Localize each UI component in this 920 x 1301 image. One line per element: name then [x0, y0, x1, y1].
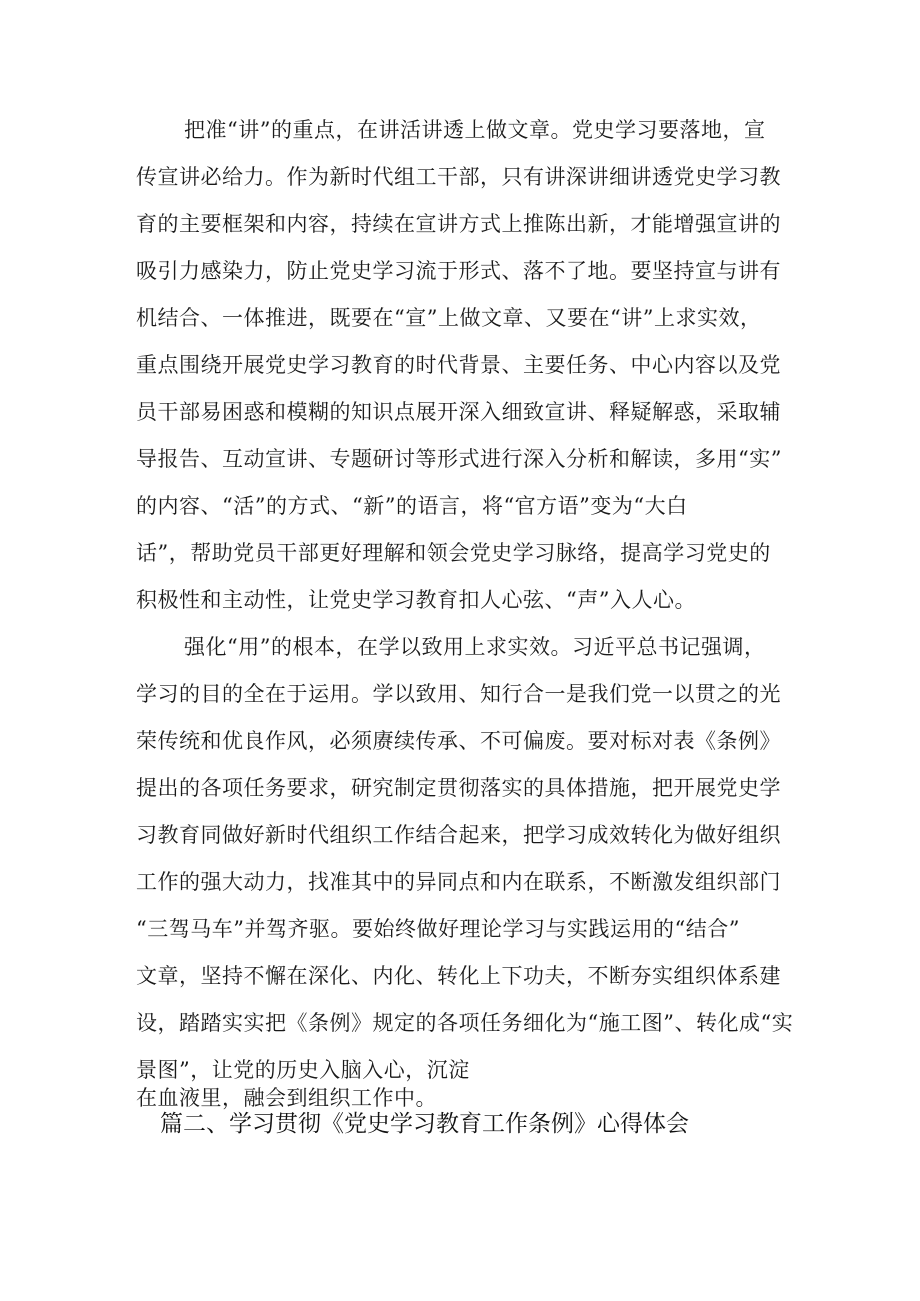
- paragraph-line: 导报告、互动宣讲、专题研讨等形式进行深入分析和解读，多用“实”: [136, 447, 782, 471]
- paragraph-line: 员干部易困惑和模糊的知识点展开深入细致宣讲、释疑解惑，采取辅: [136, 400, 781, 424]
- paragraph-line: 在血液里，融会到组织工作中。: [136, 1086, 437, 1110]
- section-heading: 篇二、学习贯彻《党史学习教育工作条例》心得体会: [160, 1111, 689, 1137]
- paragraph-line: 强化“用”的根本，在学以致用上求实效。习近平总书记强调，: [184, 635, 766, 659]
- paragraph-line: 荣传统和优良作风，必须赓续传承、不可偏废。要对标对表《条例》: [136, 729, 781, 753]
- paragraph-line: 传宣讲必给力。作为新时代组工干部，只有讲深讲细讲透党史学习教: [136, 165, 781, 189]
- paragraph-line: 学习的目的全在于运用。学以致用、知行合一是我们党一以贯之的光: [136, 682, 781, 706]
- paragraph-line: 设，踏踏实实把《条例》规定的各项任务细化为“施工图”、转化成“实: [136, 1011, 794, 1035]
- paragraph-line: 育的主要框架和内容，持续在宣讲方式上推陈出新，才能增强宣讲的: [136, 212, 781, 236]
- paragraph-line: 工作的强大动力，找准其中的异同点和内在联系，不断激发组织部门: [136, 870, 781, 894]
- paragraph-line: 重点围绕开展党史学习教育的时代背景、主要任务、中心内容以及党: [136, 353, 781, 377]
- paragraph-line: 提出的各项任务要求，研究制定贯彻落实的具体措施，把开展党史学: [136, 776, 781, 800]
- paragraph-line: 习教育同做好新时代组织工作结合起来，把学习成效转化为做好组织: [136, 823, 781, 847]
- paragraph-line: 的内容、“活”的方式、“新”的语言，将“官方语”变为“大白: [136, 494, 688, 518]
- paragraph-line: 话”，帮助党员干部更好理解和领会党史学习脉络，提高学习党史的: [136, 541, 771, 565]
- paragraph-line: 文章，坚持不懈在深化、内化、转化上下功夫，不断夯实组织体系建: [136, 964, 781, 988]
- paragraph-line: 吸引力感染力，防止党史学习流于形式、落不了地。要坚持宣与讲有: [136, 259, 781, 283]
- paragraph-line: 景图”，让党的历史入脑入心，沉淀: [136, 1058, 470, 1082]
- paragraph-line: 把准“讲”的重点，在讲活讲透上做文章。党史学习要落地，宣: [184, 118, 766, 142]
- paragraph-line: 机结合、一体推进，既要在“宣”上做文章、又要在“讲”上求实效，: [136, 306, 762, 330]
- paragraph-line: “三驾马车”并驾齐驱。要始终做好理论学习与实践运用的“结合”: [136, 917, 740, 941]
- paragraph-line: 积极性和主动性，让党史学习教育扣人心弦、“声”入人心。: [136, 588, 696, 612]
